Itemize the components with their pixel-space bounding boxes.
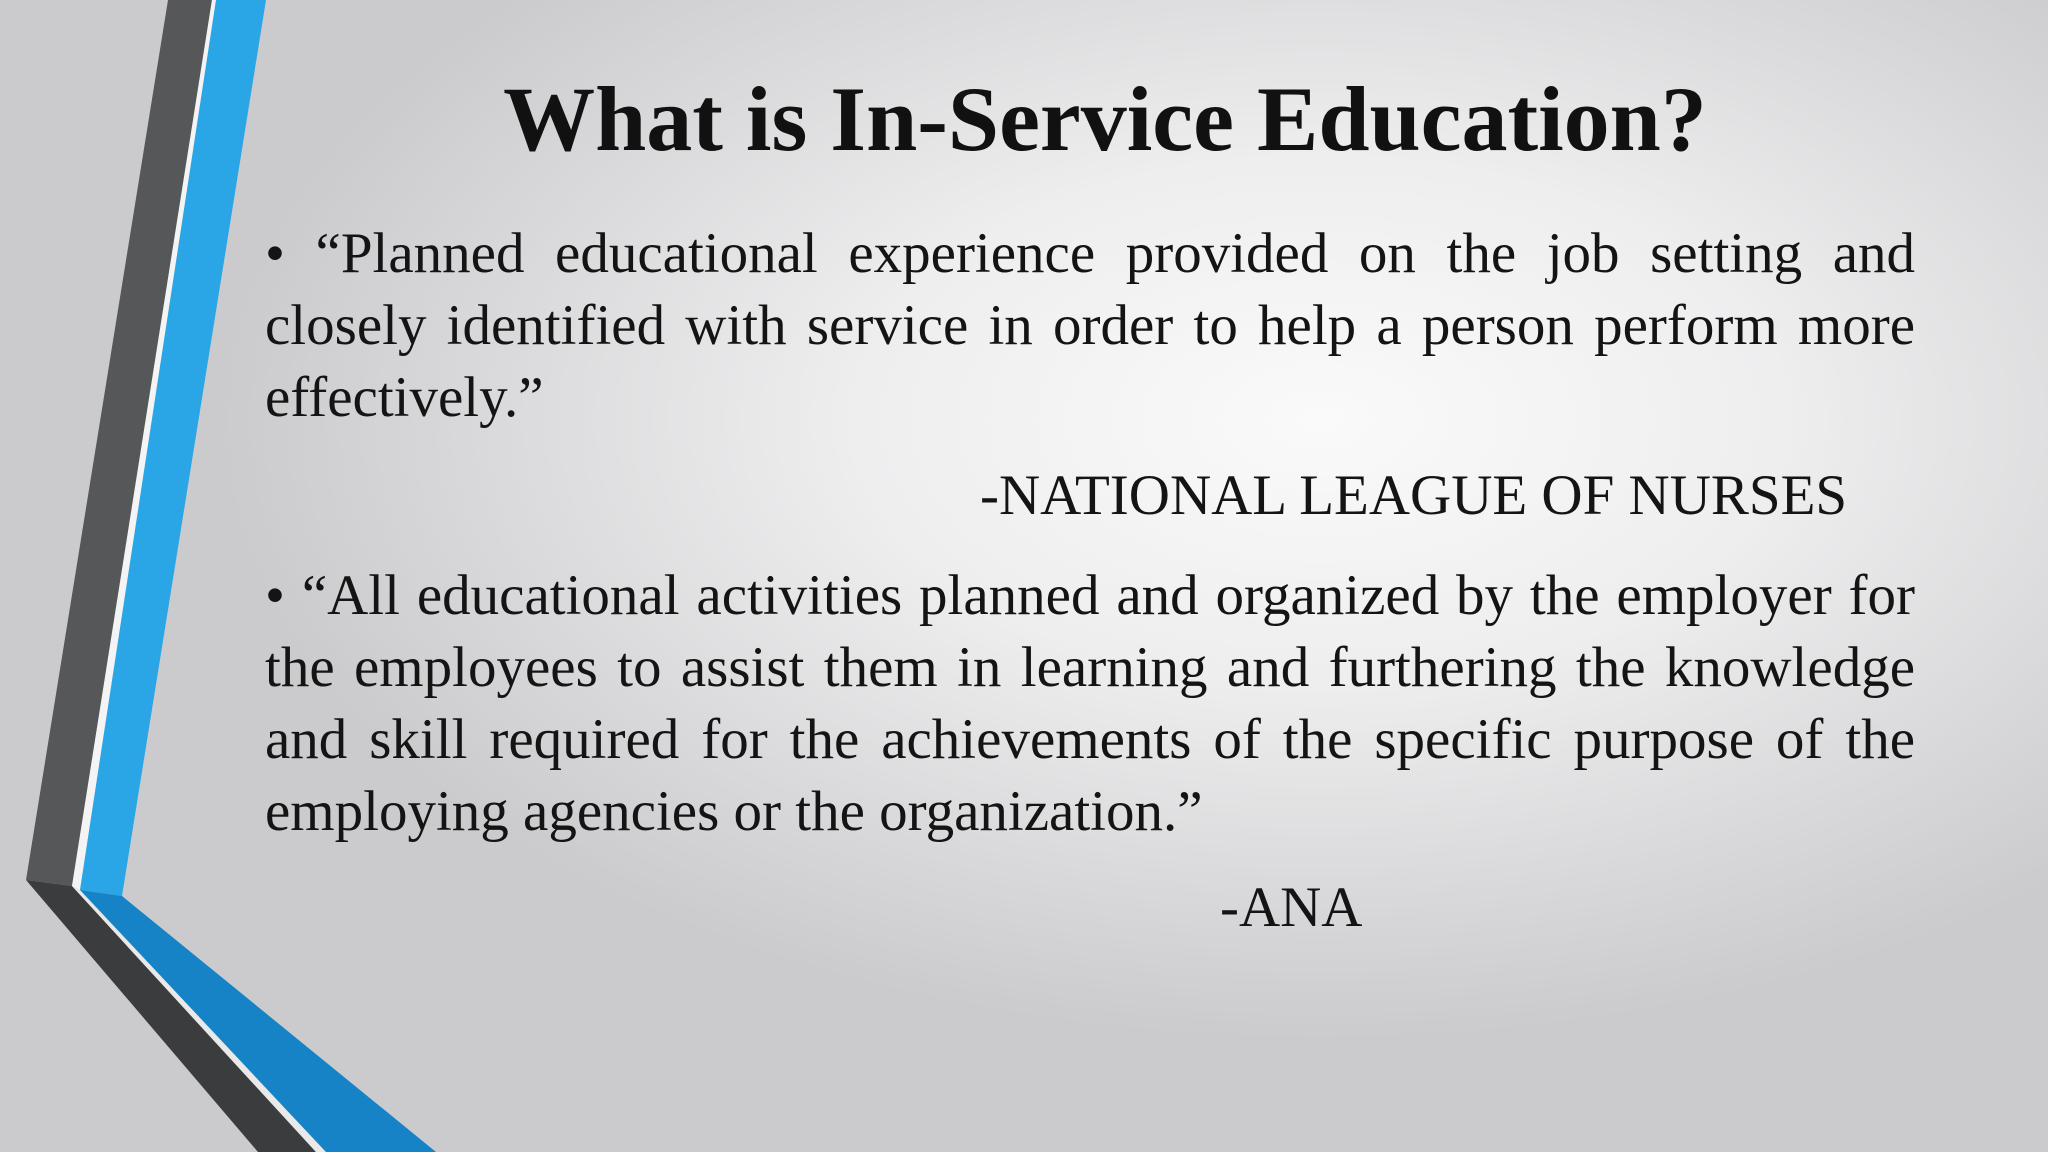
quote-ana — [265, 560, 1915, 848]
bullet-2: • — [265, 564, 285, 627]
highlight-stripe-diagonal — [72, 886, 326, 1152]
attribution-ana: -ANA — [1220, 876, 1363, 939]
bullet-1: • — [265, 222, 285, 285]
gray-stripe-diagonal — [26, 880, 316, 1152]
attribution-national-league-of-nurses: -NATIONAL LEAGUE OF NURSES — [980, 464, 1848, 527]
quote-text-2: “All educational activities planned and organized by the employer for the employees to assist them in learning and furthering the knowledge and skill required for the achievements of the specific purpose of the employing agencies or the organization.” — [265, 564, 1915, 843]
quote-text-1: “Planned educational experience provided on the job setting and closely identified with service in order to help a person perform more effectively.” — [265, 222, 1915, 429]
slide-title: What is In-Service Education? — [503, 68, 1707, 170]
quote-national-league-of-nurses — [265, 218, 1915, 434]
